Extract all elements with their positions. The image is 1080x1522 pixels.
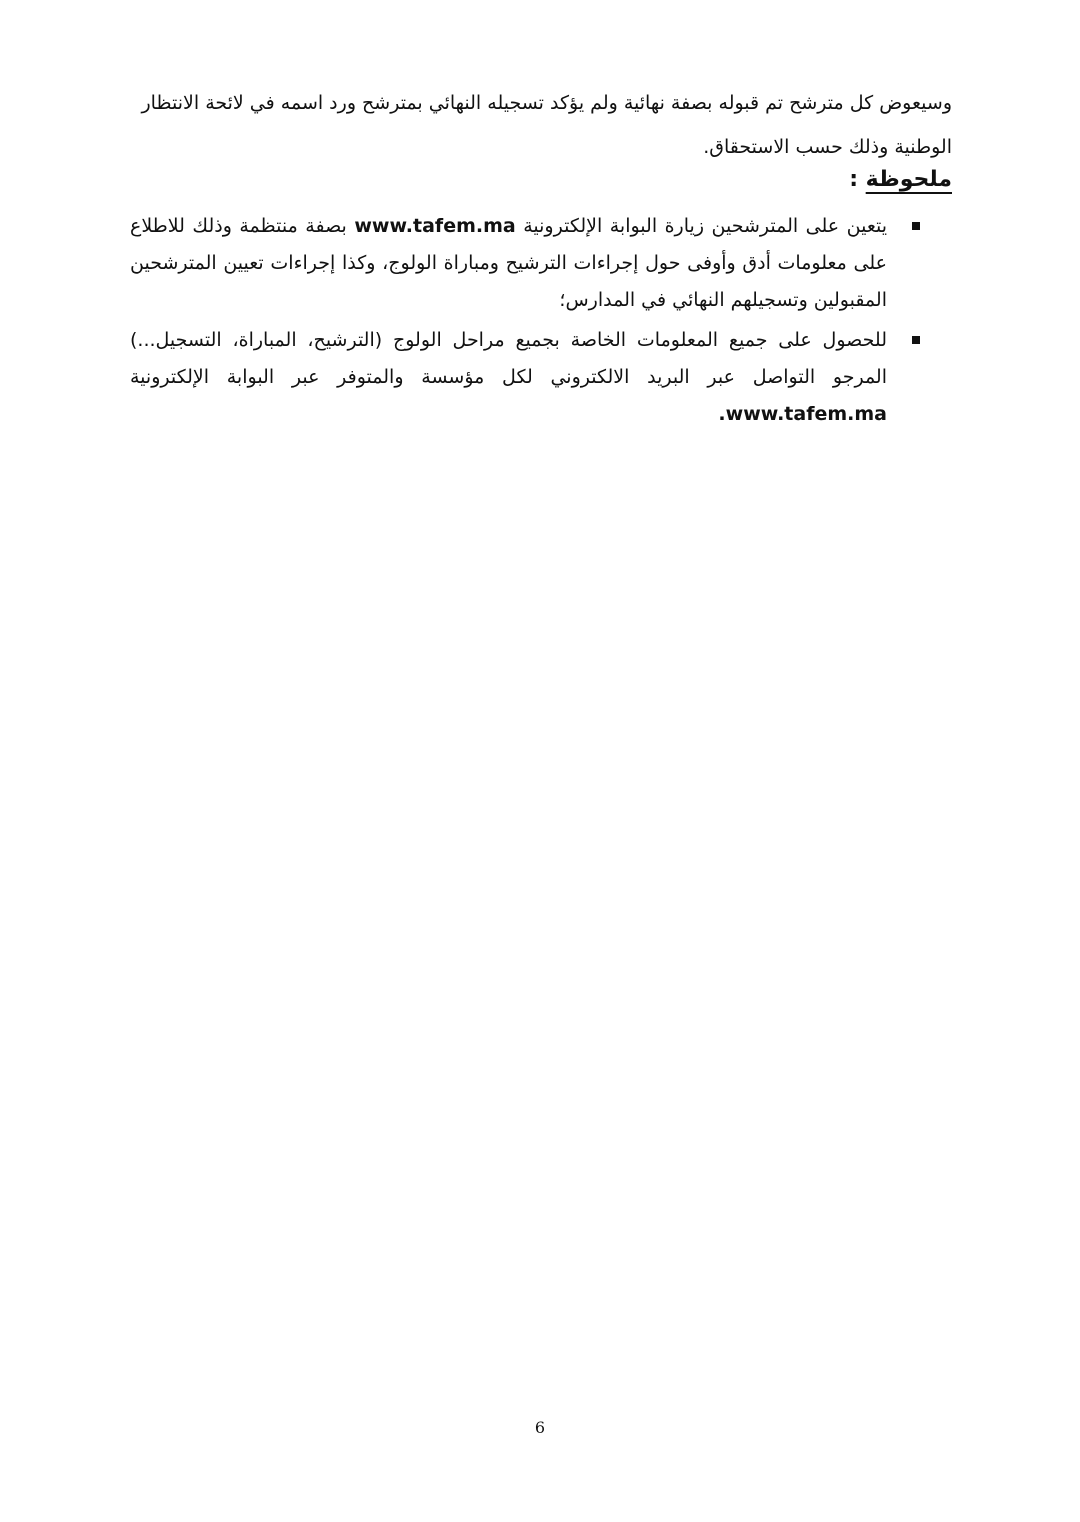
intro-paragraph: وسيعوض كل مترشح تم قبوله بصفة نهائية ولم يؤكد تسجيله النهائي بمترشح ورد اسمه في لائحة الانتظار الوطنية وذلك حسب الاستحقاق. (141, 92, 952, 158)
note-heading-colon: : (849, 167, 858, 192)
square-bullet-icon (912, 222, 920, 230)
list-item (130, 322, 952, 433)
list-item (130, 208, 952, 319)
website-link[interactable]: www.tafem.ma (354, 215, 516, 237)
note-heading (849, 160, 952, 200)
website-link[interactable]: .www.tafem.ma (718, 403, 887, 425)
note-list (130, 208, 952, 436)
note-heading-label: ملحوظة (865, 167, 952, 192)
list-item-text-after: بصفة منتظمة وذلك للاطلاع على معلومات أدق وأوفى حول إجراءات الترشيح ومباراة الولوج، وكذا إجراءات تعيين المترشحين المقبولين وتسجيلهم النهائي في المدارس؛ (130, 215, 887, 311)
page-number: 6 (534, 1418, 546, 1437)
list-item-text-before: للحصول على جميع المعلومات الخاصة بجميع مراحل الولوج (الترشيح، المباراة، التسجيل...) المرجو التواصل عبر البريد الالكتروني لكل مؤسسة والمتوفر عبر البوابة الإلكترونية (130, 329, 887, 388)
list-item-text-before: يتعين على المترشحين زيارة البوابة الإلكترونية (515, 215, 888, 237)
square-bullet-icon (912, 336, 920, 344)
